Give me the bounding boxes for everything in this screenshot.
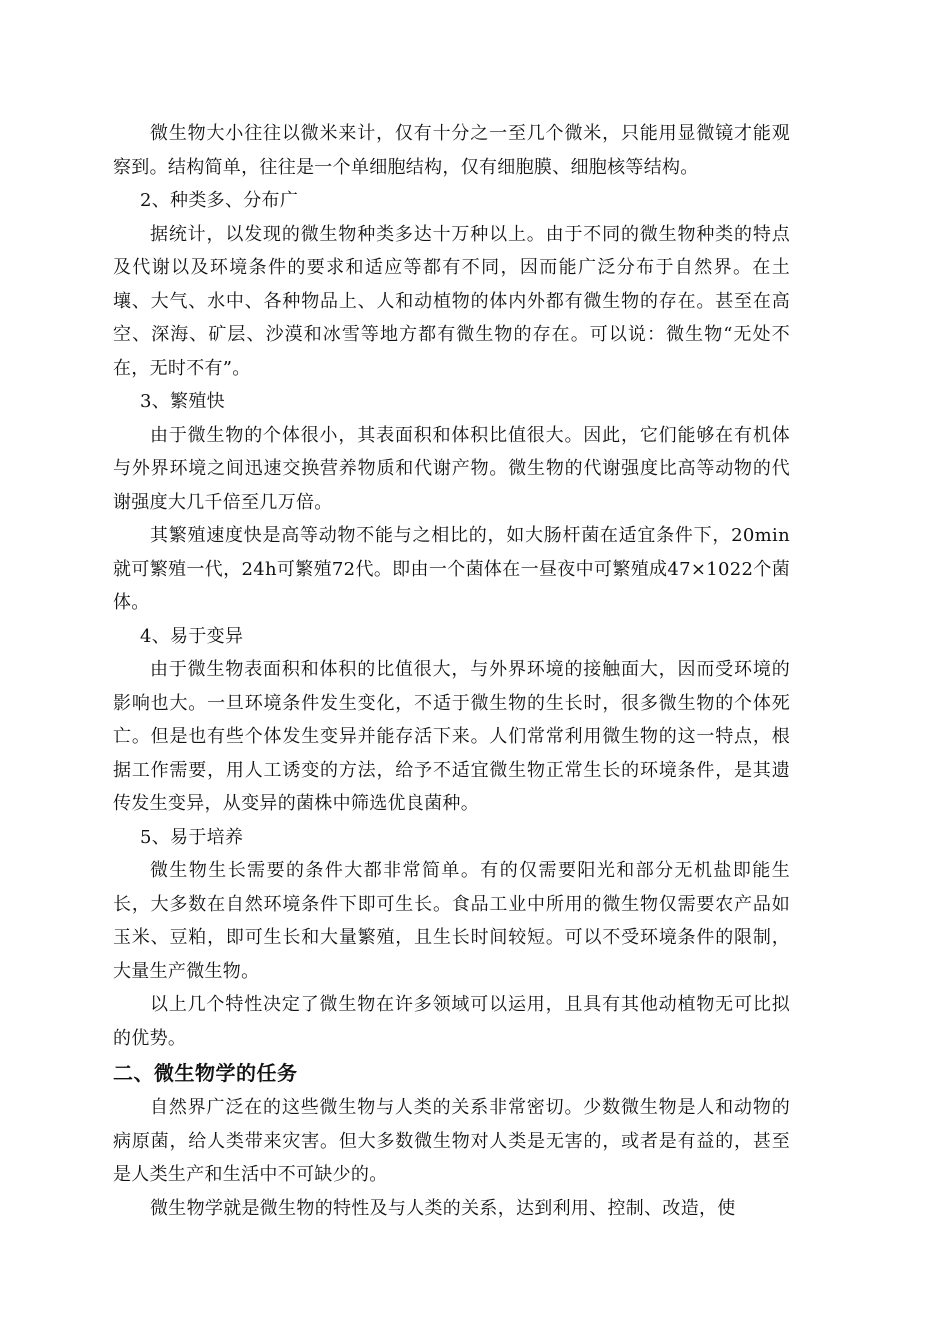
paragraph-cultivation: 微生物生长需要的条件大都非常简单。有的仅需要阳光和部分无机盐即能生长，大多数在自然环境条件下即可生长。食品工业中所用的微生物仅需要农产品如玉米、豆粕，即可生长和大量繁殖，且生长时间较短。可以不受环境条件的限制，大量生产微生物。 — [113, 860, 790, 982]
paragraph-variety: 据统计，以发现的微生物种类多达十万种以上。由于不同的微生物种类的特点及代谢以及环境条件的要求和适应等都有不同，因而能广泛分布于自然界。在土壤、大气、水中、各种物品上、人和动植物的体内外都有微生物的存在。甚至在高空、深海、矿层、沙漠和冰雪等地方都有微生物的存在。可以说：微生物“无处不在，无时不有”。 — [113, 223, 790, 379]
subheading-variety: 2、种类多、分布广 — [140, 190, 299, 211]
paragraph-summary: 以上几个特性决定了微生物在许多领域可以运用，且具有其他动植物无可比拟的优势。 — [113, 994, 790, 1049]
subheading-variation: 4、易于变异 — [140, 625, 244, 647]
section-heading-tasks: 二、微生物学的任务 — [113, 1061, 298, 1085]
paragraph-relationship: 自然界广泛在的这些微生物与人类的关系非常密切。少数微生物是人和动物的病原菌，给人类带来灾害。但大多数微生物对人类是无害的，或者是有益的，甚至是人类生产和生活中不可缺少的。 — [113, 1097, 790, 1185]
paragraph-metabolism: 由于微生物的个体很小，其表面积和体积比值很大。因此，它们能够在有机体与外界环境之间迅速交换营养物质和代谢产物。微生物的代谢强度比高等动物的代谢强度大几千倍至几万倍。 — [113, 424, 790, 513]
paragraph-definition: 微生物学就是微生物的特性及与人类的关系，达到利用、控制、改造，使 — [150, 1197, 736, 1219]
subheading-reproduction: 3、繁殖快 — [140, 391, 225, 412]
paragraph-size: 微生物大小往往以微米来计，仅有十分之一至几个微米，只能用显微镜才能观察到。结构简单，往往是一个单细胞结构，仅有细胞膜、细胞核等结构。 — [113, 123, 790, 178]
paragraph-reproduction-speed: 其繁殖速度快是高等动物不能与之相比的，如大肠杆菌在适宜条件下，20min就可繁殖一代，24h可繁殖72代。即由一个菌体在一昼夜中可繁殖成47×1022个菌体。 — [113, 525, 790, 613]
subheading-cultivation: 5、易于培养 — [140, 826, 244, 848]
paragraph-variation: 由于微生物表面积和体积的比值很大，与外界环境的接触面大，因而受环境的影响也大。一旦环境条件发生变化，不适于微生物的生长时，很多微生物的个体死亡。但是也有些个体发生变异并能存活下来。人们常常利用微生物的这一特点，根据工作需要，用人工诱变的方法，给予不适宜微生物正常生长的环境条件，是其遗传发生变异，从变异的菌株中筛选优良菌种。 — [113, 659, 790, 814]
